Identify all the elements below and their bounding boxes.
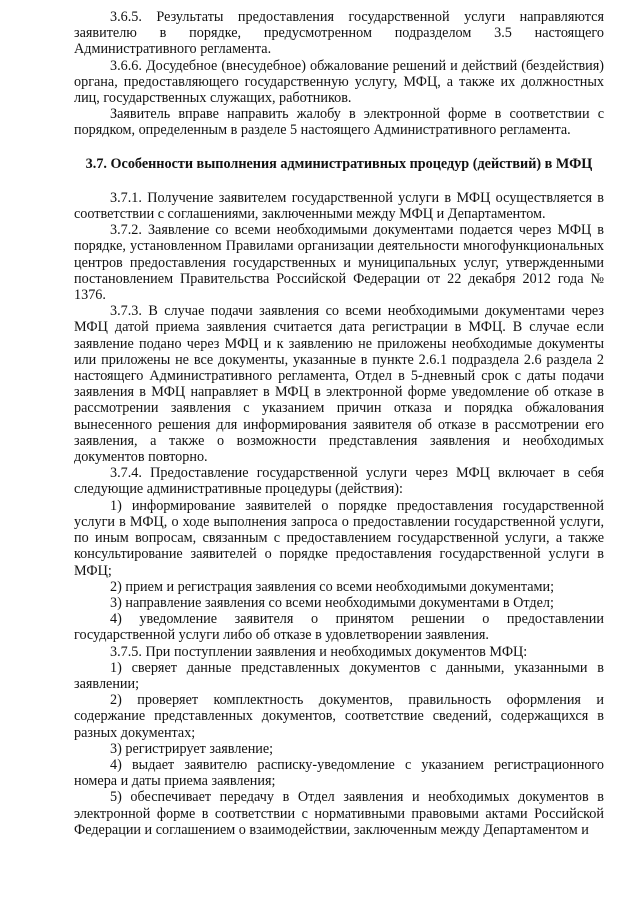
list-item-3-7-4-3: 3) направление заявления со всеми необходимыми документами в Отдел; [110,594,554,611]
paragraph-3-6-6: 3.6.6. Досудебное (внесудебное) обжалование решений и действий (бездействия) органа, предоставляющего государственную услугу, МФЦ, а также их должностных лиц, государственных служащих, работников. [74,57,604,107]
list-item-3-7-4-1: 1) информирование заявителей о порядке предоставления государственной услуги в МФЦ, о ходе выполнения запроса о предоставлении государственной услуги, по иным вопросам, связанным с предоставлением государственной услуги, а также консультирование заявителей о порядке предоставления государственной услуги в МФЦ; [74,497,604,579]
paragraph-3-7-2: 3.7.2. Заявление со всеми необходимыми документами подается через МФЦ в порядке, установленном Правилами организации деятельности многофункциональных центров предоставления государственных и муниципальных услуг, утвержденными постановлением Правительства Российской Федерации от 22 декабря 2012 года № 1376. [74,222,604,304]
paragraph-3-7-5: 3.7.5. При поступлении заявления и необходимых документов МФЦ: [110,643,528,660]
paragraph-3-7-4: 3.7.4. Предоставление государственной услуги через МФЦ включает в себя следующие административные процедуры (действия): [74,465,604,498]
section-heading-3-7: 3.7. Особенности выполнения административных процедур (действий) в МФЦ [85,155,593,172]
list-item-3-7-5-4: 4) выдает заявителю расписку-уведомление с указанием регистрационного номера и даты приема заявления; [74,756,604,790]
list-item-3-7-5-5: 5) обеспечивает передачу в Отдел заявления и необходимых документов в электронной форме в соответствии с нормативными правовыми актами Российской Федерации и соглашением о взаимодействии, заключенным между Департаментом и [74,789,604,838]
list-item-3-7-5-2: 2) проверяет комплектность документов, правильность оформления и содержание представленных документов, соответствие сведений, содержащихся в разных документах; [74,692,604,741]
paragraph-complaint: Заявитель вправе направить жалобу в электронной форме в соответствии с порядком, определенным в разделе 5 настоящего Административного регламента. [74,106,604,139]
list-item-3-7-4-4: 4) уведомление заявителя о принятом решении о предоставлении государственной услуги либо об отказе в удовлетворении заявления. [74,611,604,644]
list-item-3-7-5-3: 3) регистрирует заявление; [110,740,274,757]
paragraph-3-7-1: 3.7.1. Получение заявителем государственной услуги в МФЦ осуществляется в соответствии с соглашениями, заключенными между МФЦ и Департаментом. [74,189,604,223]
list-item-3-7-5-1: 1) сверяет данные представленных документов с данными, указанными в заявлении; [74,659,604,692]
list-item-3-7-4-2: 2) прием и регистрация заявления со всеми необходимыми документами; [110,578,555,595]
paragraph-3-7-3: 3.7.3. В случае подачи заявления со всеми необходимыми документами через МФЦ датой приема заявления считается дата регистрации в МФЦ. В случае если заявление подано через МФЦ и к заявлению не приложены необходимые документы или приложены не все документы, указанные в пункте 2.6.1 подраздела 2.6 раздела 2 настоящего Административного регламента, Отдел в 5-дневный срок с даты подачи заявления в МФЦ направляет в МФЦ в электронной форме уведомление об отказе в рассмотрении заявления с указанием причин отказа и порядка обжалования вынесенного решения для информирования заявителя об отказе в рассмотрении его заявления, а также о возможности представления заявления и необходимых документов повторно. [74,303,604,466]
paragraph-3-6-5: 3.6.5. Результаты предоставления государственной услуги направляются заявителю в порядке, предусмотренном подразделом 3.5 настоящего Административного регламента. [74,9,604,58]
document-page [74,9,604,838]
